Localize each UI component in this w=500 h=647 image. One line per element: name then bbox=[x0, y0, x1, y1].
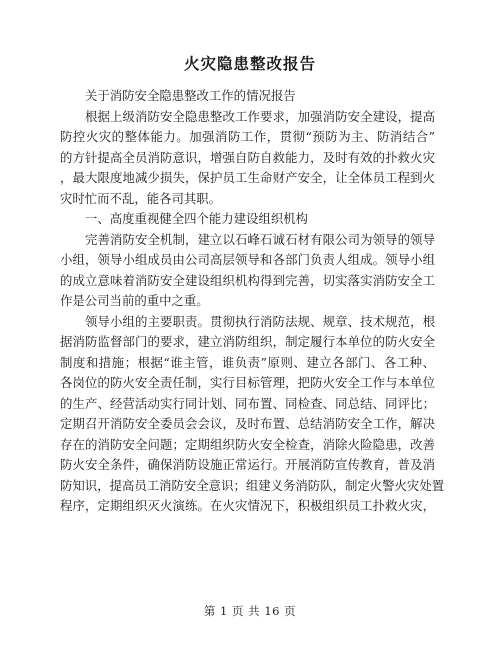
text-line: 作是公司当前的重中之重。 bbox=[60, 293, 209, 308]
text-line: 领导小组的主要职责。贯彻执行消防法规、规章、技术规范，根 bbox=[85, 313, 435, 329]
subtitle-line: 关于消防安全隐患整改工作的情况报告 bbox=[85, 88, 296, 103]
text-line: 小组，领导小组成员由公司高层领导和各部门负责人组成。领导小组 bbox=[60, 252, 435, 267]
text-line: 防火安全条件，确保消防设施正常运行。开展消防宣传教育，普及消 bbox=[60, 457, 435, 472]
text-line: ，最大限度地减少损失，保护员工生命财产安全，让全体员工程到火 bbox=[60, 170, 435, 185]
text-line: 存在的消防安全问题；定期组织防火安全检查，消除火险隐患，改善 bbox=[60, 436, 435, 452]
document-body bbox=[60, 86, 445, 517]
section-heading: 一、高度重视健全四个能力建设组织机构 bbox=[85, 211, 309, 226]
text-line: 的方针提高全员消防意识，增强自防自救能力，及时有效的扑救火灾 bbox=[60, 149, 435, 165]
text-line: 灾时忙而不乱，能各司其职。 bbox=[60, 190, 222, 206]
text-line: 各岗位的防火安全责任制，实行目标管理，把防火安全工作与本单位 bbox=[60, 375, 435, 390]
text-line: 根据上级消防安全隐患整改工作要求，加强消防安全建设，提高 bbox=[85, 108, 435, 124]
text-line: 据消防监督部门的要求，建立消防组织，制定履行本单位的防火安全 bbox=[60, 334, 435, 349]
text-line: 完善消防安全机制，建立以石峰石诚石材有限公司为领导的领导 bbox=[85, 231, 435, 247]
text-line: 制度和措施；根据“谁主管，谁负责”原则、建立各部门、各工种、 bbox=[60, 354, 435, 370]
text-line: 定期召开消防安全委员会会议，及时布置、总结消防安全工作，解决 bbox=[60, 416, 435, 431]
text-line: 的成立意味着消防安全建设组织机构得到完善，切实落实消防安全工 bbox=[60, 272, 435, 288]
page-number-footer: 第 1 页 共 16 页 bbox=[203, 604, 297, 618]
document-title: 火灾隐患整改报告 bbox=[183, 55, 316, 73]
text-line: 防控火灾的整体能力。加强消防工作，贯彻“预防为主、防消结合” bbox=[60, 129, 435, 144]
text-line: 的生产、经营活动实行同计划、同布置、同检查、同总结、同评比； bbox=[60, 395, 435, 411]
text-line: 防知识，提高员工消防安全意识；组建义务消防队，制定火警火灾处置 bbox=[60, 477, 445, 493]
text-line: 程序，定期组织灭火演练。在火灾情况下，积极组织员工扑救火灾， bbox=[60, 498, 435, 513]
